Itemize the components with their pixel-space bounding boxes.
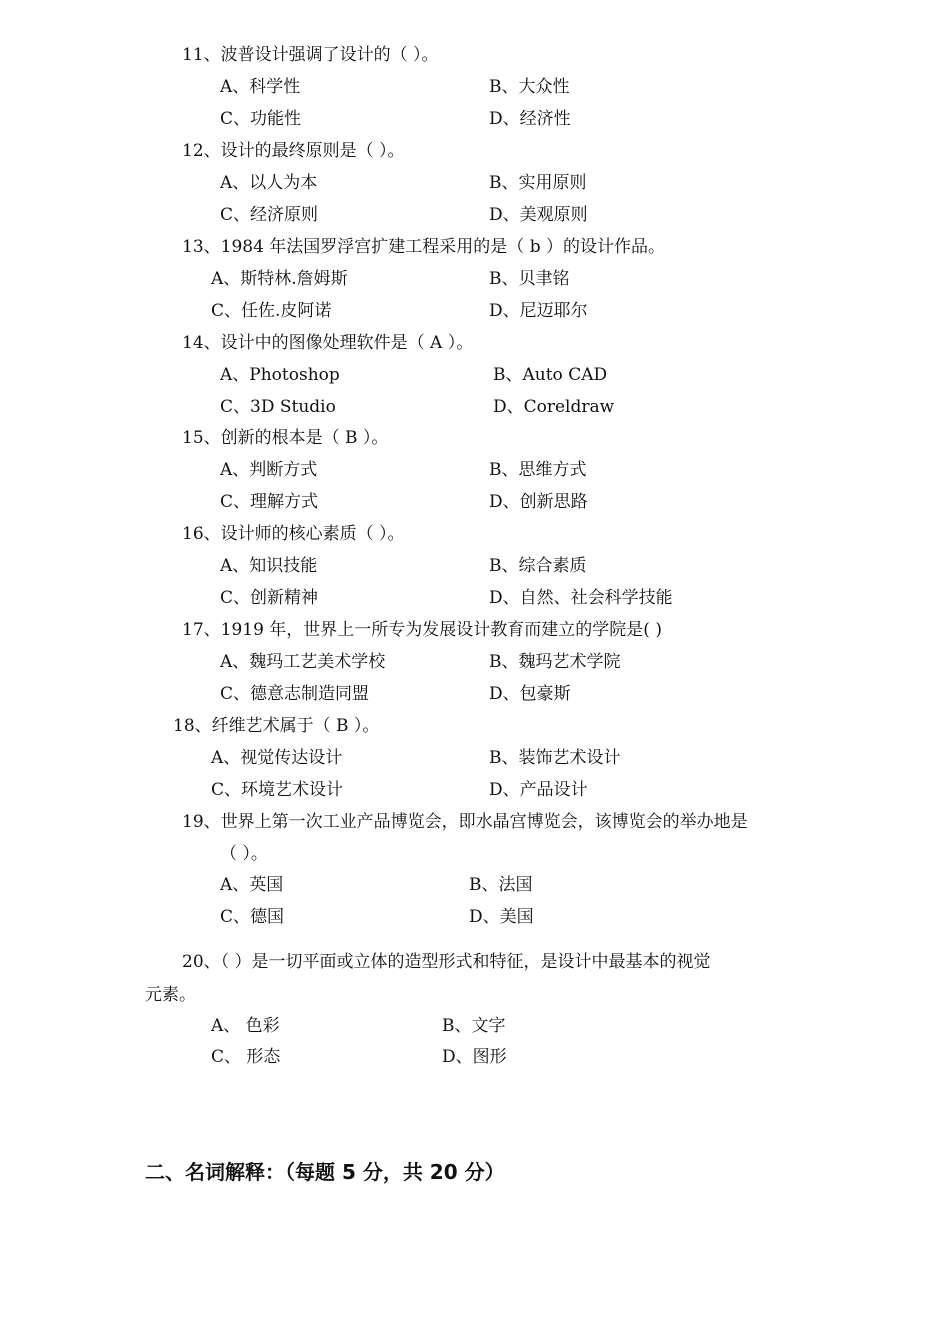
q13-option-c: C、任佐.皮阿诺 xyxy=(211,301,332,321)
q17-option-d: D、包豪斯 xyxy=(489,684,571,704)
q14-option-c: C、3D Studio xyxy=(220,397,336,417)
q20-stem-line2: 元素。 xyxy=(145,985,196,1005)
q16-option-a: A、知识技能 xyxy=(220,556,318,576)
q14-option-b: B、Auto CAD xyxy=(493,365,608,385)
q17-option-b: B、魏玛艺术学院 xyxy=(489,652,621,672)
q11-option-c: C、功能性 xyxy=(220,109,302,129)
q20-option-c: C、 形态 xyxy=(211,1047,281,1067)
q14-option-d: D、Coreldraw xyxy=(493,397,615,417)
q15-option-a: A、判断方式 xyxy=(220,460,318,480)
q18-option-d: D、产品设计 xyxy=(489,780,588,800)
q17-option-a: A、魏玛工艺美术学校 xyxy=(220,652,386,672)
q17-option-c: C、德意志制造同盟 xyxy=(220,684,370,704)
q20-stem-line1: 20、（ ）是一切平面或立体的造型形式和特征，是设计中最基本的视觉 xyxy=(182,952,711,972)
q15-stem: 15、创新的根本是（ B ）。 xyxy=(182,428,389,448)
q18-option-a: A、视觉传达设计 xyxy=(211,748,343,768)
q19-option-c: C、德国 xyxy=(220,907,285,927)
q18-stem: 18、纤维艺术属于（ B ）。 xyxy=(173,716,380,736)
q19-option-a: A、英国 xyxy=(220,875,284,895)
q11-option-b: B、大众性 xyxy=(489,77,570,97)
q11-option-a: A、科学性 xyxy=(220,77,301,97)
q13-option-a: A、斯特林.詹姆斯 xyxy=(211,269,348,289)
q12-option-c: C、经济原则 xyxy=(220,205,319,225)
section-heading-terms: 二、名词解释：（每题 5 分，共 20 分） xyxy=(145,1160,505,1184)
q14-stem: 14、设计中的图像处理软件是（ A ）。 xyxy=(182,333,474,353)
q12-option-b: B、实用原则 xyxy=(489,173,587,193)
q12-option-a: A、以人为本 xyxy=(220,173,318,193)
q20-option-d: D、图形 xyxy=(442,1047,507,1067)
q11-option-d: D、经济性 xyxy=(489,109,571,129)
q16-option-c: C、创新精神 xyxy=(220,588,319,608)
q18-option-c: C、环境艺术设计 xyxy=(211,780,344,800)
q12-option-d: D、美观原则 xyxy=(489,205,588,225)
q19-option-b: B、法国 xyxy=(469,875,533,895)
q15-option-d: D、创新思路 xyxy=(489,492,588,512)
q19-option-d: D、美国 xyxy=(469,907,534,927)
q16-option-d: D、自然、社会科学技能 xyxy=(489,588,673,608)
q11-stem: 11、波普设计强调了设计的（ ）。 xyxy=(182,45,439,65)
q13-stem: 13、1984 年法国罗浮宫扩建工程采用的是（ b ）的设计作品。 xyxy=(182,237,665,257)
q20-option-b: B、文字 xyxy=(442,1016,506,1036)
q12-stem: 12、设计的最终原则是（ ）。 xyxy=(182,141,405,161)
q20-option-a: A、 色彩 xyxy=(211,1016,280,1036)
q16-option-b: B、综合素质 xyxy=(489,556,587,576)
q19-stem-line1: 19、世界上第一次工业产品博览会，即水晶宫博览会，该博览会的举办地是 xyxy=(182,812,748,832)
q15-option-b: B、思维方式 xyxy=(489,460,587,480)
q16-stem: 16、设计师的核心素质（ ）。 xyxy=(182,524,405,544)
q13-option-d: D、尼迈耶尔 xyxy=(489,301,588,321)
q19-stem-line2: （ ）。 xyxy=(220,844,268,864)
q17-stem: 17、1919 年，世界上一所专为发展设计教育而建立的学院是( ) xyxy=(182,620,662,640)
q13-option-b: B、贝聿铭 xyxy=(489,269,570,289)
q14-option-a: A、Photoshop xyxy=(220,365,340,385)
q15-option-c: C、理解方式 xyxy=(220,492,319,512)
q18-option-b: B、装饰艺术设计 xyxy=(489,748,621,768)
